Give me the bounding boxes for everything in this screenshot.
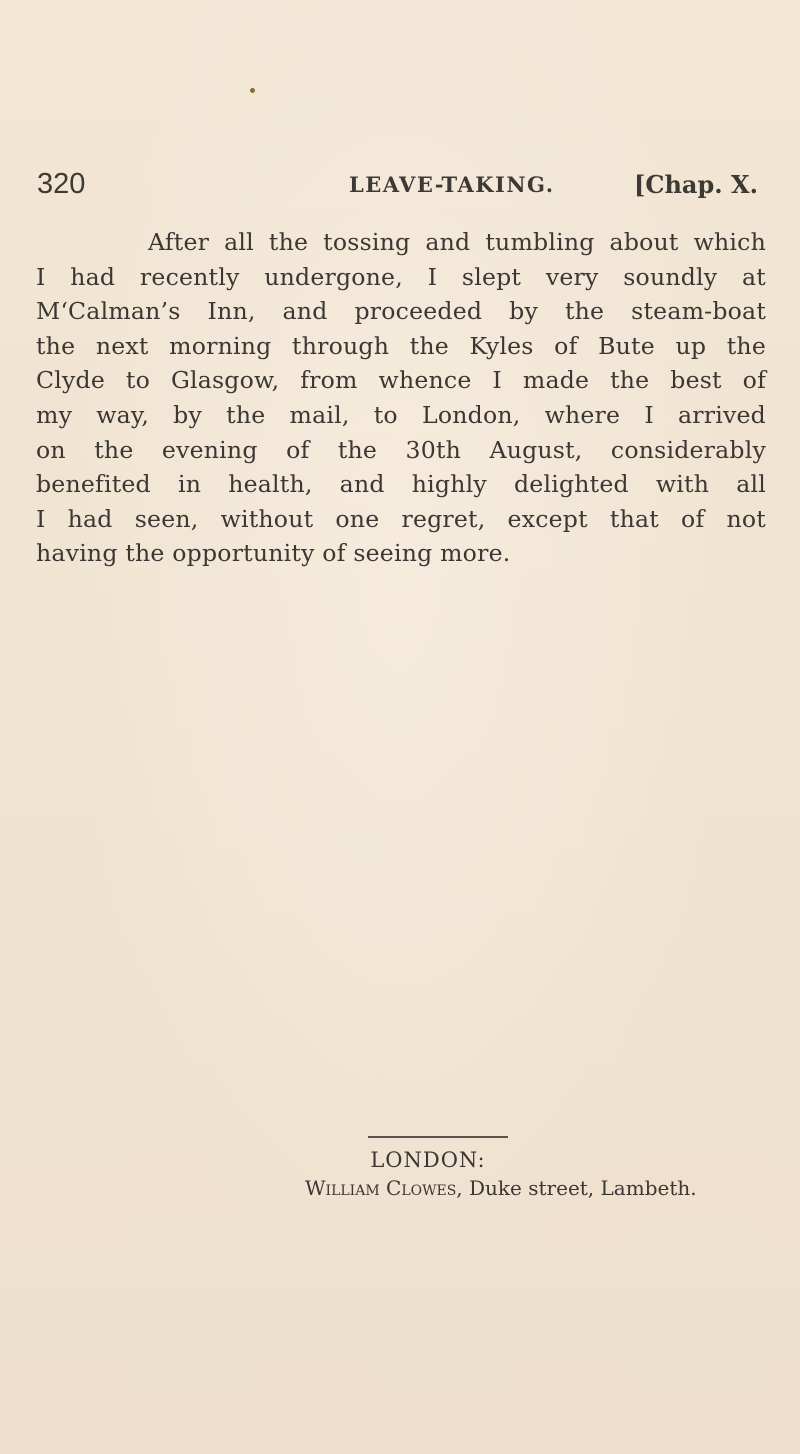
text-line: benefited in health, and highly delighted with all: [36, 470, 766, 499]
text-line: my way, by the mail, to London, where I arrived: [36, 400, 766, 429]
text-line: I had seen, without one regret, except that of not: [36, 504, 766, 533]
imprint-printer: [305, 1176, 697, 1200]
text-line: on the evening of the 30th August, considerably: [36, 435, 766, 464]
body-paragraph: [36, 225, 766, 571]
imprint-place: LONDON:: [370, 1148, 486, 1172]
printer-address: , Duke street, Lambeth.: [456, 1176, 697, 1200]
text-line: having the opportunity of seeing more.: [36, 539, 511, 568]
paper-speck: [250, 88, 255, 93]
page-header: [30, 168, 790, 208]
text-line: Clyde to Glasgow, from whence I made the best of: [36, 366, 766, 395]
page-number: 320: [37, 168, 86, 200]
running-title: LEAVE-TAKING.: [349, 172, 555, 197]
text-line: After all the tossing and tumbling about which: [148, 228, 766, 256]
text-line: M‘Calman’s Inn, and proceeded by the steam-boat: [36, 297, 766, 326]
chapter-label: [Chap. X.: [634, 170, 758, 199]
text-line: I had recently undergone, I slept very soundly at: [36, 262, 766, 291]
printer-name: William Clowes: [305, 1176, 457, 1200]
text-line: the next morning through the Kyles of Bute up the: [36, 331, 766, 360]
imprint-divider: [368, 1136, 508, 1138]
